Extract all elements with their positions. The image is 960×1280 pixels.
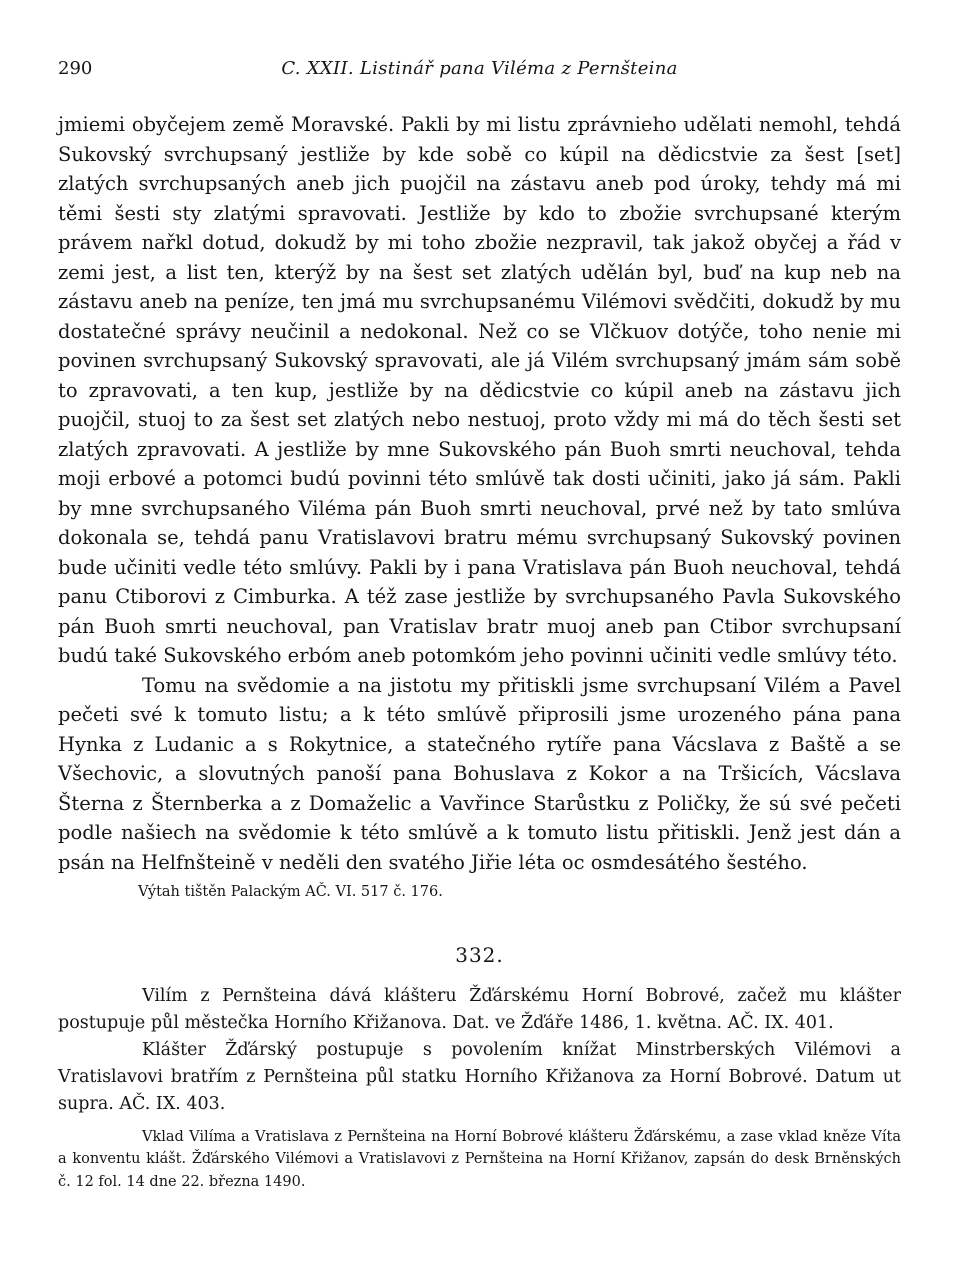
page-number: 290: [58, 58, 93, 79]
body-paragraph: jmiemi obyčejem země Moravské. Pakli by mi listu zprávnieho udělati nemohl, tehdá Sukovský svrchupsaný jestliže by kde sobě co kúpil na dědicstvie za šest [set] zlatých svrchupsaných aneb jich puojčil na zástavu aneb pod úroky, tehdy má mi těmi šesti sty zlatými spravovati. Jestliže by kdo to zbožie svrchupsané kterým právem nařkl dotud, dokudž by mi toho zbožie nezpravil, tak jakož obyčej a řád v zemi jest, a list ten, kterýž by na šest set zlatých udělán byl, buď na kup neb na zástavu aneb na peníze, ten jmá mu svrchupsanému Vilémovi svědčiti, dokudž by mu dostatečné správy neučinil a nedokonal. Než co se Vlčkuov dotýče, toho nenie mi povinen svrchupsaný Sukovský spravovati, ale já Vilém svrchupsaný jmám sám sobě to zpravovati, a ten kup, jestliže by na dědicstvie co kúpil aneb na zástavu jich puojčil, stuoj to za šest set zlatých nebo nestuoj, proto vždy mi má do těch šesti set zlatých zpravovati. A jestliže by mne Sukovského pán Buoh smrti neuchoval, tehda moji erbové a potomci budú povinni této smlúvě tak dosti učiniti, jako já sám. Pakli by mne svrchupsaného Viléma pán Buoh smrti neuchoval, prvé než by tato smlúva dokonala se, tehdá panu Vratislavovi bratru mému svrchupsaný Sukovský povinen bude učiniti vedle této smlúvy. Pakli by i pana Vratislava pán Buoh neuchoval, tehdá panu Ctiborovi z Cimburka. A též zase jestliže by svrchupsaného Pavla Sukovského pán Buoh smrti neuchoval, pan Vratislav bratr muoj aneb pan Ctibor svrchupsaní budú také Sukovského erbóm aneb potomkóm jeho povinni učiniti vedle smlúvy této.: [58, 113, 901, 667]
regest-paragraph: Klášter Žďárský postupuje s povolením knížat Minstrberských Vilémovi a Vratislavovi bratřím z Pernšteina půl statku Horního Křižanova za Horní Bobrové. Datum ut supra. AČ. IX. 403.: [58, 1039, 901, 1114]
main-text: [58, 110, 901, 1193]
regest-paragraph: Vilím z Pernšteina dává klášteru Žďárskému Horní Bobrové, začež mu klášter postupuje půl městečka Horního Křižanova. Dat. ve Žďáře 1486, 1. května. AČ. IX. 401.: [58, 985, 901, 1033]
note-paragraph: Vklad Vilíma a Vratislava z Pernšteina na Horní Bobrové klášteru Žďárskému, a zase vklad kněze Víta a konventu klášt. Žďárského Vilémovi a Vratislavovi z Pernšteina na Horní Křižanov, zapsán do desk Brněnských č. 12 fol. 14 dne 22. března 1490.: [58, 1128, 901, 1190]
page-header: [58, 58, 901, 88]
document-number: 332.: [455, 943, 504, 967]
source-note: Výtah tištěn Palackým AČ. VI. 517 č. 176.: [138, 884, 443, 900]
notes: [58, 1126, 901, 1194]
body-paragraph: Tomu na svědomie a na jistotu my přitiskli jsme svrchupsaní Vilém a Pavel pečeti své k tomuto listu; a k této smlúvě připrosili jsme urozeného pána pana Hynka z Ludanic a s Rokytnice, a statečného rytíře pana Vácslava z Baště a se Všechovic, a slovutných panoší pana Bohuslava z Kokor a na Tršicích, Vácslava Šterna z Šternberka a z Domaželic a Vavřince Starůstku z Poličky, že sú své pečeti podle našiech na svědomie k této smlúvě a k tomuto listu přitiskli. Jenž jest dán a psán na Helfnšteině v neděli den svatého Jiřie léta oc osmdesátého šestého.: [58, 673, 901, 874]
running-title: C. XXII. Listinář pana Viléma z Pernšteina: [281, 58, 678, 79]
